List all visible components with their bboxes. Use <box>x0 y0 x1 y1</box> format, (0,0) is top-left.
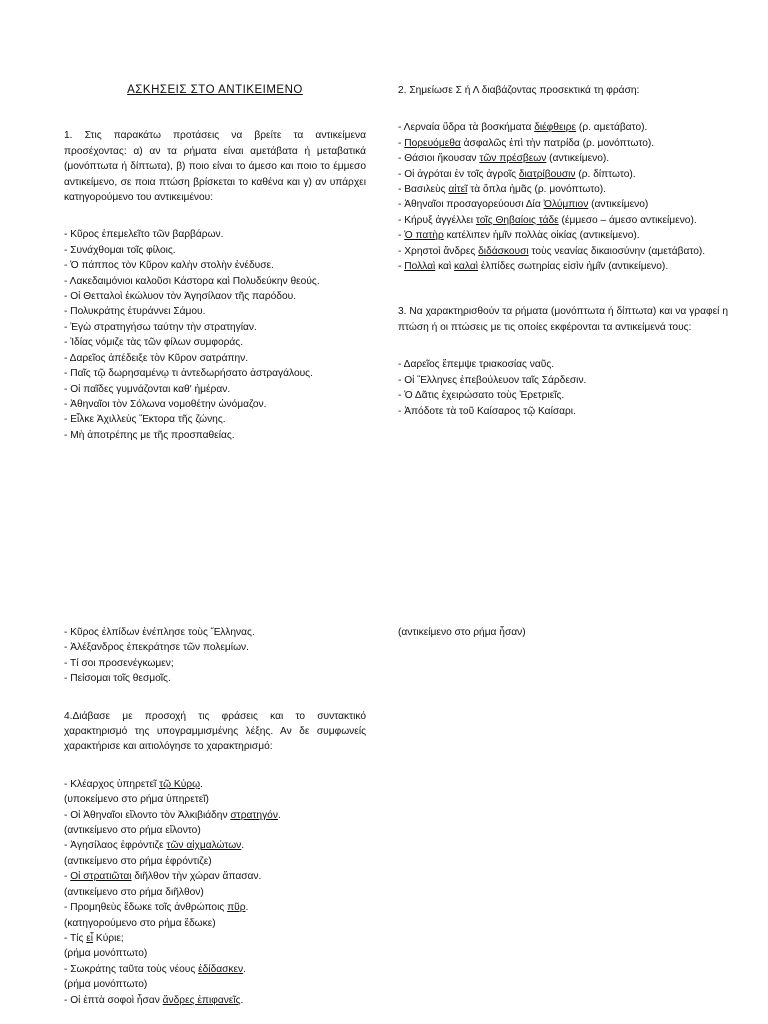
list-item: - Ἐγὼ στρατηγήσω ταύτην τὴν στρατηγίαν. <box>64 321 257 333</box>
exercise-1-list <box>64 227 366 443</box>
exercise-2-intro: 2. Σημείωσε Σ ή Λ διαβάζοντας προσεκτικά τη φράση: <box>398 85 640 96</box>
list-item: - Κῦρος ἐπεμελεῖτο τῶν βαρβάρων. <box>64 229 224 241</box>
exercise-4-list <box>64 777 366 1008</box>
list-item-note: (υποκείμενο στο ρήμα ὑπηρετεῖ) <box>64 794 209 806</box>
list-item-note: (κατηγορούμενο στο ρήμα ἔδωκε) <box>64 917 216 929</box>
document-title: ΑΣΚΗΣΕΙΣ ΣΤΟ ΑΝΤΙΚΕΙΜΕΝΟ <box>127 84 303 96</box>
list-item: - Τί σοι προσενέγκωμεν; <box>64 657 174 669</box>
list-item: - Λακεδαιμόνιοι καλοῦσι Κάστορα καὶ Πολυδεύκην θεούς. <box>64 275 320 287</box>
list-item-note: (ρήμα μονόπτωτο) <box>64 979 148 991</box>
list-item: - Χρηστοὶ ἄνδρες διδάσκουσι τοὺς νεανίας δικαιοσύνην (αμετάβατο). <box>398 245 706 257</box>
spacer <box>398 274 728 304</box>
list-item: - Ἀθηναῖοι προσαγορεύουσι Δία Ὀλύμπιον (αντικείμενο) <box>398 199 649 211</box>
list-item: - Οἱ ἑπτὰ σοφοὶ ἦσαν ἄνδρες ἐπιφανεῖς. <box>64 994 244 1006</box>
list-item: - Βασιλεὺς αἰτεῖ τὰ ὅπλα ἡμᾶς (ρ. μονόπτωτο). <box>398 184 606 196</box>
list-item: - Οἱ Θετταλοὶ ἐκώλυον τὸν Ἀγησίλαον τῆς παρόδου. <box>64 291 297 303</box>
spacer <box>64 205 366 227</box>
list-item: - Παῖς τῷ δωρησαμένῳ τι ἀντεδωρήσατο ἀστραγάλους. <box>64 368 313 380</box>
list-item: - Ἀθηναῖοι τὸν Σόλωνα νομοθέτην ὠνόμαζον. <box>64 398 267 410</box>
list-item: - Ὁ Δᾶτις ἐχειρώσατο τοὺς Ἐρετριεῖς. <box>398 390 565 402</box>
spacer <box>398 335 728 357</box>
spacer <box>64 687 366 709</box>
list-item: - Κῦρος ἐλπίδων ἐνέπλησε τοὺς Ἕλληνας. <box>64 627 255 638</box>
list-item: - Κήρυξ ἀγγέλλει τοῖς Θηβαίοις τάδε (έμμεσο – άμεσο αντικείμενο). <box>398 214 697 226</box>
list-item-note: (αντικείμενο στο ρήμα ἐφρόντιζε) <box>64 855 212 867</box>
list-item: - Οἱ Ἀθηναῖοι εἵλοντο τὸν Ἀλκιβιάδην στρατηγόν. <box>64 809 281 821</box>
list-item: - Δαρεῖος ἔπεμψε τριακοσίας ναῦς. <box>398 359 555 371</box>
list-item: - Κλέαρχος ὑπηρετεῖ τῷ Κύρῳ. <box>64 778 203 790</box>
list-item: - Πολλαὶ καὶ καλαὶ ἐλπίδες σωτηρίας εἰσὶν ἡμῖν (αντικείμενο). <box>398 261 669 273</box>
list-item: - Οἱ στρατιῶται διῆλθον τὴν χώραν ἅπασαν. <box>64 871 262 883</box>
right-column-top <box>398 80 728 419</box>
list-item: - Ὁ πάππος τὸν Κῦρον καλὴν στολὴν ἐνέδυσε. <box>64 260 274 272</box>
list-item: - Ἀπόδοτε τὰ τοῦ Καίσαρος τῷ Καίσαρι. <box>398 405 576 417</box>
list-item: - Οἱ παῖδες γυμνάζονται καθ' ἡμέραν. <box>64 383 231 395</box>
exercise-3-list <box>398 357 728 419</box>
list-item: - Οἱ ἀγρόται ἐν τοῖς ἀγροῖς διατρίβουσιν (ρ. δίπτωτο). <box>398 168 636 180</box>
exercise-2-list <box>398 120 728 274</box>
left-column-top <box>64 80 366 443</box>
list-item: - Πορευόμεθα ἀσφαλῶς ἐπὶ τὴν πατρίδα (ρ. μονόπτωτο). <box>398 137 655 149</box>
exercise-3-intro: 3. Να χαρακτηρισθούν τα ρήματα (μονόπτωτα ή δίπτωτα) και να γραφεί η πτώση ή οι πτώσεις με τις οποίες εκφέρονται τα αντικείμενά τους: <box>398 306 728 333</box>
list-item: - Εἷλκε Ἀχιλλεὺς Ἕκτορα τῆς ζώνης. <box>64 414 226 426</box>
list-item: - Δαρεῖος ἀπέδειξε τὸν Κῦρον σατράπην. <box>64 352 249 364</box>
list-item: - Τίς εἶ Κύριε; <box>64 932 124 944</box>
continued-note: (αντικείμενο στο ρήμα ἦσαν) <box>398 627 526 638</box>
list-item-note: (αντικείμενο στο ρήμα εἵλοντο) <box>64 825 201 837</box>
list-item: - Λερναία ὕδρα τὰ βοσκήματα διέφθειρε (ρ. αμετάβατο). <box>398 122 648 134</box>
list-item: - Θάσιοι ἤκουσαν τῶν πρέσβεων (αντικείμενο). <box>398 153 610 165</box>
list-item: - Μὴ ἀποτρέπης με τῆς προσπαθείας. <box>64 429 235 441</box>
list-item-note: (ρήμα μονόπτωτο) <box>64 948 148 960</box>
exercise-4-intro: 4.Διάβασε με προσοχή τις φράσεις και το συντακτικό χαρακτηρισμό της υπογραμμισμένης λέξης. Αν δε συμφωνείς χαρακτήρισε και αιτιολόγησε το χαρακτηρισμό: <box>64 710 366 753</box>
list-item-note: (αντικείμενο στο ρήμα διῆλθον) <box>64 886 204 898</box>
spacer <box>64 755 366 777</box>
list-item: - Σωκράτης ταῦτα τοὺς νέους ἐδίδασκεν. <box>64 963 246 975</box>
list-item: - Οἱ Ἕλληνες ἐπεβούλευον ταῖς Σάρδεσιν. <box>398 374 587 386</box>
list-item: - Προμηθεὺς ἔδωκε τοῖς ἀνθρώποις πῦρ. <box>64 902 249 914</box>
left-column-bottom <box>64 625 366 1008</box>
list-item: - Ὁ πατὴρ κατέλιπεν ἡμῖν πολλὰς οἰκίας (αντικείμενο). <box>398 230 640 242</box>
list-item: - Ἀλέξανδρος ἐπεκράτησε τῶν πολεμίων. <box>64 642 249 654</box>
list-item: - Συνάχθομαι τοῖς φίλοις. <box>64 244 176 256</box>
right-column-bottom <box>398 625 728 640</box>
spacer <box>398 98 728 120</box>
list-item: - Πείσομαι τοῖς θεσμοῖς. <box>64 673 171 685</box>
list-item: - Ἀγησίλαος ἐφρόντιζε τῶν αἰχμαλώτων. <box>64 840 245 852</box>
exercise-1-intro: 1. Στις παρακάτω προτάσεις να βρείτε τα αντικείμενα προσέχοντας: α) αν τα ρήματα είναι αμετάβατα ή μεταβατικά (μονόπτωτα ή δίπτωτα), β) ποιο είναι το άμεσο και ποιο το έμμεσο αντικείμενο, σε ποια πτώση βρίσκεται το καθένα και γ) αν υπάρχει κατηγορούμενο του αντικειμένου: <box>64 130 366 204</box>
list-item: - Ἰδίας νόμιζε τὰς τῶν φίλων συμφοράς. <box>64 337 244 349</box>
exercise-3-continued-list <box>64 625 366 687</box>
list-item: - Πολυκράτης ἐτυράννει Σάμου. <box>64 306 206 318</box>
